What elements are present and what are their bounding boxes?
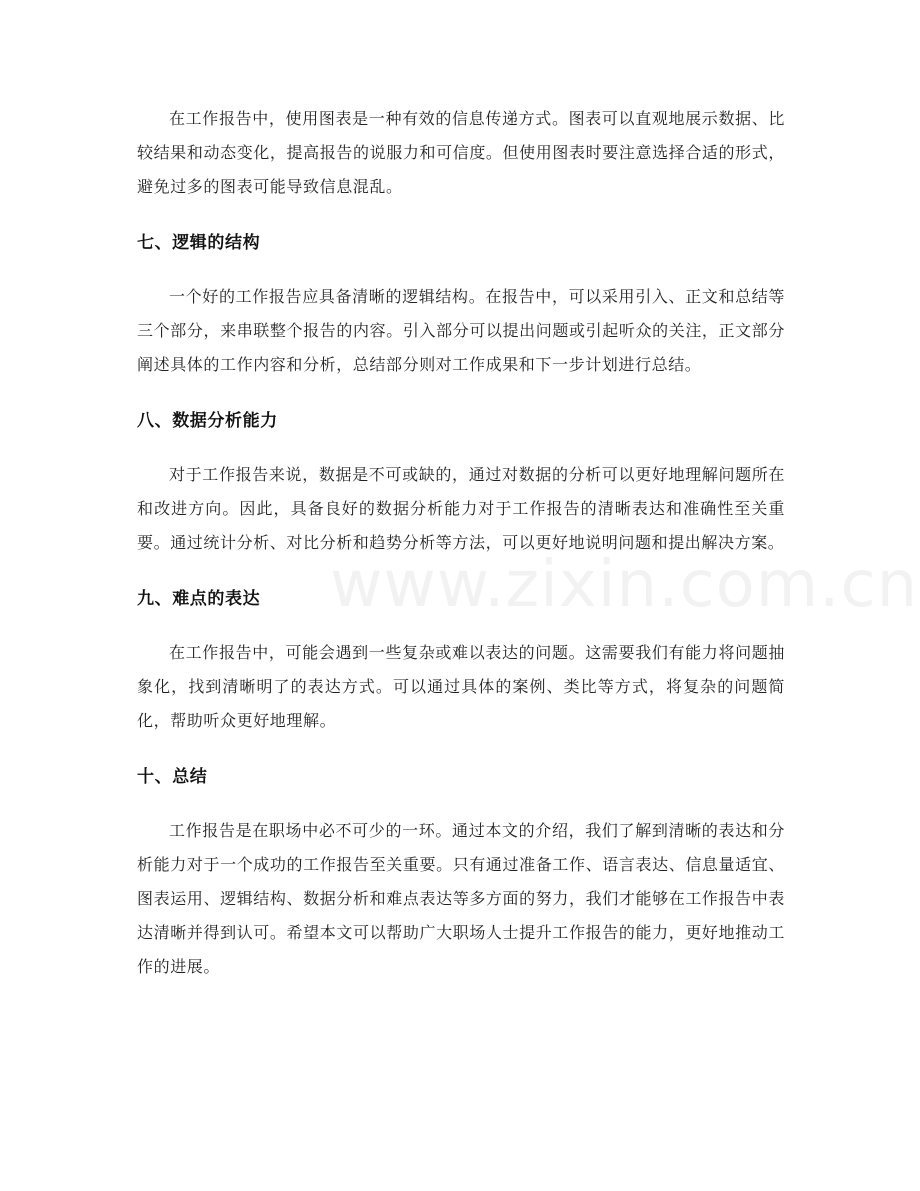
section-heading-summary: 十、总结 [137,767,208,787]
paragraph-data-analysis: 对于工作报告来说，数据是不可或缺的，通过对数据的分析可以更好地理解问题所在和改进方向。因此，具备良好的数据分析能力对于工作报告的清晰表达和准确性至关重要。通过统计分析、对比分析和趋势分析等方法，可以更好地说明问题和提出解决方案。 [137,465,785,552]
paragraph-difficulties: 在工作报告中，可能会遇到一些复杂或难以表达的问题。这需要我们有能力将问题抽象化，找到清晰明了的表达方式。可以通过具体的案例、类比等方式，将复杂的问题简化，帮助听众更好地理解。 [137,643,785,730]
section-heading-data-analysis: 八、数据分析能力 [137,411,278,431]
section-heading-difficulties: 九、难点的表达 [137,589,261,609]
section-heading-logic: 七、逻辑的结构 [137,233,261,253]
watermark: www.zixin.com.cn [330,548,919,622]
document-body [137,102,785,984]
paragraph-summary: 工作报告是在职场中必不可少的一环。通过本文的介绍，我们了解到清晰的表达和分析能力对于一个成功的工作报告至关重要。只有通过准备工作、语言表达、信息量适宜、图表运用、逻辑结构、数据分析和难点表达等多方面的努力，我们才能够在工作报告中表达清晰并得到认可。希望本文可以帮助广大职场人士提升工作报告的能力，更好地推动工作的进展。 [137,821,785,976]
paragraph-charts: 在工作报告中，使用图表是一种有效的信息传递方式。图表可以直观地展示数据、比较结果和动态变化，提高报告的说服力和可信度。但使用图表时要注意选择合适的形式，避免过多的图表可能导致信息混乱。 [137,109,785,196]
paragraph-logic: 一个好的工作报告应具备清晰的逻辑结构。在报告中，可以采用引入、正文和总结等三个部分，来串联整个报告的内容。引入部分可以提出问题或引起听众的关注，正文部分阐述具体的工作内容和分析，总结部分则对工作成果和下一步计划进行总结。 [137,287,785,374]
